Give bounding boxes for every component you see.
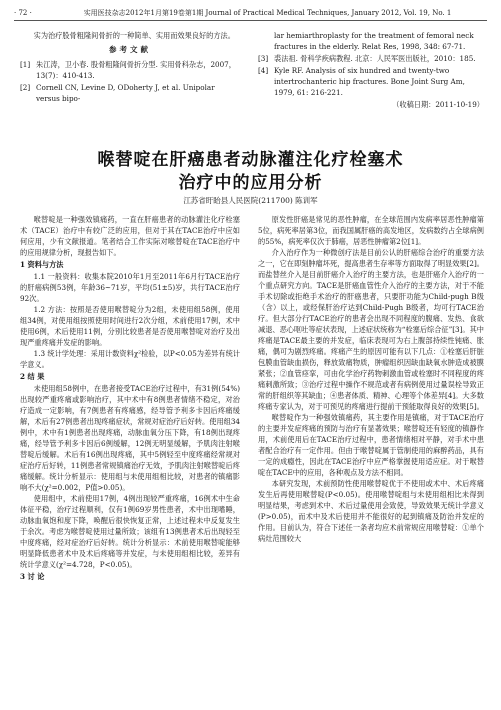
top-right-block — [258, 30, 484, 110]
received-date: （收稿日期：2011-10-19） — [392, 100, 484, 109]
body-paragraph: 1.3 统计学处理：采用计数资料χ²检验，以P<0.05为差异有统计学意义。 — [20, 349, 240, 369]
section-heading: 2 结 果 — [20, 372, 45, 381]
reference-item: [3] 裘法祖. 骨科学疾病教程. 北京：人民军医出版社，2010：185. — [258, 54, 476, 63]
reference-item: lar hemiarthroplasty for the treatment of femoral neck fractures in the elderly. Relat Res, 1998, 348: 67-71. — [274, 31, 474, 51]
section-heading: 1 资料与方法 — [20, 260, 64, 269]
reference-item: [1] 朱江涛，卫小春. 股骨粗隆间骨折分型. 实用骨科杂志，2007，13(7)：410-413. — [20, 60, 236, 80]
body-left-column — [20, 214, 240, 583]
body-paragraph: 喉替啶是一种强效镇痛药，一直在肝癌患者的动脉灌注化疗栓塞术（TACE）治疗中有较广泛的应用，但对于其在TACE治疗中应如何应用，少有文献报道。笔者结合工作实际对喉替啶在TACE治疗中的应用规律分析，现报告如下。 — [20, 215, 240, 257]
author-affiliation: 江苏省盱眙县人民医院(211700) 陈训军 — [183, 196, 318, 205]
body-paragraph: 本研究发现，术前预防性使用喉替啶优于不使用或术中、术后疼痛发生后再使用喉替啶(P<0.05)。使用喉替啶组与未使用组相比未得到明显结果，考虑到术中、术后过量使用会致使，导致效果无统计学意义(P>0.05)，而术中及术后使用并不能很好的起到镇痛及防治并发症的作用。目前认为，符合下述任一条者均应术前常规应用喉替啶：①单个病灶范围较大 — [258, 479, 484, 543]
body-right-column — [258, 214, 484, 544]
body-paragraph: 原发性肝癌是常见的恶性肿瘤，在全球范围内发病率居恶性肿瘤第5位，病死率居第3位，而我国属肝癌的高发地区，发病数约占全球病例的55%，病死率仅次于肺癌，居恶性肿瘤第2位[1]。 — [258, 215, 484, 246]
body-paragraph: 未使用组58例中，在患者接受TACE治疗过程中，有31例(54%)出现较严重疼痛或影响治疗，其中术中有8例患者情绪不稳定，对治疗造成一定影响，有7例患者有疼痛感，经导管予利多卡因后疼痛缓解，术后有27例患者出现疼痛症状，常规对症治疗后好转。使用组34例中，术中有1例患者出现疼痛，动脉血氧分压下降，有18例出现疼痛，经导管予利多卡因后6例缓解，12例无明显缓解，予肌肉注射喉替啶后缓解。术后有16例出现疼痛，其中5例轻至中度疼痛经常规对症治疗后好转，11例患者常规镇痛治疗无效，予肌肉注射喉替啶后疼痛缓解。统计分析显示：使用组与未使用组相比较，对患者的镇痛影响不大(χ²=0.002，P值>0.05)。 — [20, 384, 240, 492]
body-paragraph: 喉替啶作为一种强效镇痛药，其主要作用是镇痛，对于TACE治疗的主要并发症疼痛的预防与治疗有显著效果；喉替啶还有轻度的镇静作用，术前使用后在TACE治疗过程中，患者情绪相对平静，对手术中患者配合治疗有一定作用。但由于喉替啶属于管制使用的麻醉药品，具有一定的成瘾性，因此在TACE治疗中应严格掌握使用适应症。对于喉替啶在TACE中的应用，各种观点及方法不相同。 — [258, 413, 484, 477]
reference-item: [4] Kyle RF. Analysis of six hundred and twenty-two intertrochanteric hip fractures. Bone Joint Surg Am, 1979, 61: 216-221. — [258, 66, 465, 97]
reference-item: [2] Cornell CN, Levine D, ODoherty J, et al. Unipolar versus bipo- — [20, 83, 215, 103]
body-paragraph: 1.2 方法：按照是否使用喉替啶分为2组，未使用组58例，使用组34例，对使用组按照使用时间进行2次分组，术前使用17例，术中使用6例，术后使用11例，分别比较患者是否使用喉替啶对治疗及出现严重疼痛并发症的影响。 — [20, 305, 240, 347]
section-heading: 3 讨 论 — [20, 572, 45, 581]
article-title-line2: 治疗中的应用分析 — [178, 173, 323, 193]
references-heading: 参考文献 — [109, 45, 151, 54]
body-paragraph: 使用组中，术前使用17例，4例出现较严重疼痛，16例术中生命体征平稳，治疗过程顺利，仅有1例69岁男性患者，术中出现嗜睡，动脉血氧饱和度下降，唤醒后很快恢复正常，上述过程未中反复发生于余次。考虑为喉替啶使用过量所致；该组有13例患者术后出现轻至中度疼痛，经对症治疗后好转。统计分析显示：术前使用喉替啶能够明显降低患者术中及术后疼痛等并发症，与未使用组相比较，差异有统计学意义(χ²=4.728，P<0.05)。 — [20, 494, 240, 569]
running-header — [14, 6, 487, 21]
page-number: · 72 · — [14, 9, 32, 17]
top-left-block — [20, 30, 240, 105]
article-title-line1: 喉替啶在肝癌患者动脉灌注化疗栓塞术 — [97, 150, 404, 170]
body-paragraph: 介入治疗作为一种微创疗法是目前公认的肝癌综合治疗的重要方法之一，它在即刻肿瘤坏死，提高患者生存率等方面取得了明显效果[2]。而盐替丝介入是目前肝癌介入治疗的主要方法，也是肝癌介入治疗的一个重点研究方向。TACE是肝癌血管性介入治疗的主要方法，对于不能手术切除或拒绝手术治疗的肝癌患者，只要肝功能为Child-pugh B级（含）以上，或经保肝治疗达到Child-Pugh B级者，均可行TACE治疗。但大部分行TACE治疗的患者会出现不同程度的腹痛、发热、食欲减退、恶心呕吐等症状表现，上述症状统称为“栓塞后综合征”[3]。其中疼痛是TACE最主要的并发症，临床表现可为右上腹部持续性钝痛、胀痛，偶可为剧烈疼痛。疼痛产生的原因可能有以下几点：①栓塞后肝脏包膜血管缺血损伤，释放致痛物质，肿瘤组织因缺血缺氧水肿造成被膜紧张；②血管痉挛，可由化学治疗药物刺激血管或栓塞时不同程度的疼痛刺激所致；③治疗过程中操作不规范或者有病例使用过量误栓导致正常的肝组织等其缺血；④患者体质、精神、心理等个体差异[4]。大多数疼痛专家认为，对于可预见的疼痛进行提前干预能取得良好的效果[5]。 — [258, 248, 484, 411]
body-paragraph: 1.1 一般资料：收集本院2010年1月至2011年6月行TACE治疗的肝癌病例53例，年龄36~71岁，平均(51±5)岁，共行TACE治疗92次。 — [20, 272, 240, 303]
journal-citation: 实用医技杂志2012年1月第19卷第1期 Journal of Practical Medical Techniques, January 2012, Vol. 19, No. 1 — [83, 9, 452, 17]
prev-article-tail: 实为治疗股骨粗隆间骨折的一种简单、实用而效果良好的方法。 — [33, 31, 235, 40]
